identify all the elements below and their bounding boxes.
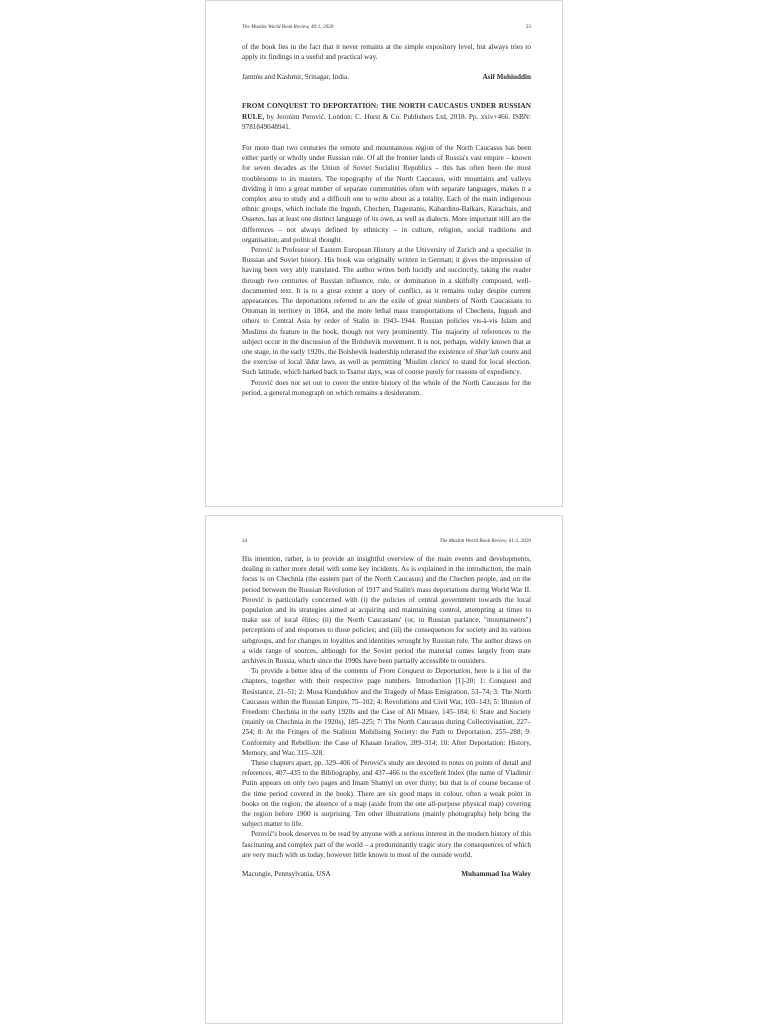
page-23 — [205, 0, 563, 507]
running-head — [242, 24, 531, 30]
review-paragraph-4: His intention, rather, is to provide an insightful overview of the main events and developments, dealing in rather more detail with some key incidents. As is explained in the introduction, the main focus is on Chechnia (the eastern part of the North Caucasus) and the Chechen people, and on the period between the Russian Revolution of 1917 and Stalin's mass deportations during World War II. Perović is particularly concerned with (i) the policies of central government towards the local population and its strategies aimed at acquiring and maintaining control, attempting at times to make use of local élites; (ii) the North Caucasians' (or, in Russian parlance, "mountaineers") perceptions of and responses to those policies; and (iii) the consequences for society and its various subgroups, and for changes in loyalties and identities wrought by Russian rule. The author draws on a wide range of sources, although for the Soviet period the material comes largely from state archives in Russia, which since the 1990s have been partially accessible to outsiders. — [242, 555, 531, 666]
review-paragraph-2 — [242, 245, 531, 378]
review-heading — [242, 101, 531, 132]
paragraph-text: To provide a better idea of the contents of — [251, 667, 380, 676]
page-24 — [205, 515, 563, 1024]
previous-review-signature — [242, 72, 531, 82]
paragraph-text: laws, as well as permitting 'Muslim clerics' to stand for local election. Such latitude, which harked back to Tsarist days, was of course purely for reasons of expediency. — [242, 358, 531, 377]
paragraph-text: , here is a list of the chapters, together with their respective page numbers. Introduction [1]-20; 1: Conquest and Resistance, 21–51; 2: Musa Kundukhov and the Tragedy of Mass Emigration, 53–74; 3: The North Caucasus within the Russian Empire, 75–102; 4: Revolutions and Civil War, 103–143; 5: Illusion of Freedom: Chechnia in the early 1920s and the Case of Ali Mitaev, 145–184; 6: State and Society (mainly on Chechnia in the 1920s), 185–225; 7: The North Caucasus during Collectivisation, 227–254; 8: At the Fringes of the Stalinist Mobilising Society: the Path to Deportation, 255–288; 9: Conformity and Rebellion: the Case of Khasan Israilov, 289–314; 10: After Deportation: History, Memory, and War, 315–328. — [242, 667, 531, 757]
italic-book-title: From Conquest to Deportation — [379, 667, 471, 676]
paragraph-text: courts and the exercise of local — [242, 348, 532, 367]
review-paragraph-5 — [242, 666, 531, 758]
review-paragraph-6: These chapters apart, pp. 329–406 of Perović's study are devoted to notes on points of detail and references, 407–435 to the Bibliography, and 437–466 to the excellent Index (the name of Vladimir Putin appears on only two pages and Imam Shamyl on over thirty; but that is of course because of the time period covered in the book). There are six good maps in colour, often a weak point in books on the region; the absence of a map (aside from the one all-purpose physical map) covering the region before 1900 is surprising. Ten other illustrations (mainly photographs) help bring the subject matter to life. — [242, 759, 531, 829]
running-head — [242, 538, 531, 544]
book-title: FROM CONQUEST TO DEPORTATION: THE NORTH CAUCASUS UNDER RUSSIAN RULE, — [242, 102, 531, 121]
italic-term: 'ādat — [304, 358, 320, 367]
review-signature — [242, 869, 531, 879]
page-23-body — [242, 42, 531, 398]
page-24-body — [242, 554, 531, 879]
book-bibliography: by Jeronim Perović. London: C. Hurst & Co. Publishers Ltd, 2018. Pp. xxiv+466. ISBN: 9781849048941. — [242, 112, 531, 131]
reviewer-name: Asif Mohiuddin — [482, 73, 531, 82]
reviewer-location: Jammu and Kashmir, Srinagar, India. — [242, 73, 350, 82]
review-paragraph-7: Perović's book deserves to be read by anyone with a serious interest in the modern history of this fascinating and complex part of the world – a predominantly tragic story the consequences of which are very much with us today, however little known to most of the outside world. — [242, 830, 531, 859]
journal-title: The Muslim World Book Review, 40:1, 2020 — [242, 24, 334, 30]
reviewer-name: Muhammad Isa Waley — [461, 870, 531, 879]
page-number: 23 — [525, 24, 531, 30]
review-paragraph-3: Perović does not set out to cover the entire history of the whole of the North Caucasus for the period, a general monograph on which remains a desideratum. — [242, 378, 531, 397]
reviewer-location: Macungie, Pennsylvania, USA — [242, 870, 331, 879]
page-number: 24 — [242, 538, 248, 544]
review-paragraph-1: For more than two centuries the remote and mountainous region of the North Caucasus has been either partly or wholly under Russian rule. Of all the frontier lands of Russia's vast empire – known for seven decades as the Union of Soviet Socialist Republics – this has often been the most troublesome to its masters. The topography of the North Caucasus, with mountains and valleys dividing it into a great number of separate communities often with separate languages, makes it a complex area to study and a difficult one to write about as a totality. Each of the main indigenous ethnic groups, which include the Ingush, Chechen, Dagestanis, Kabardino-Balkars, Karachais, and Ossetes, has at least one distinct language of its own, as well as dialects. More important still are the differences – not always defined by ethnicity – in culture, religion, social traditions and organisation, and political thought. — [242, 144, 531, 244]
paragraph-text: Perović is Professor of Eastern European History at the University of Zurich and a specialist in Russian and Soviet history. His book was originally written in German; it gives the impression of having been very ably translated. The author writes both lucidly and succinctly, taking the reader through two centuries of Russian influence, rule, or domination in a skilfully composed, well-documented text. It is to a great extent a story of conflict, as it remains today despite current appearances. The deportations referred to are the exile of great numbers of North Caucasians to Ottoman in territory in 1864, and the more lethal mass transportations of Chechens, Ingush and others to Central Asia by order of Stalin in 1943–1944. Russian policies vis-à-vis Islam and Muslims do feature in the book, though not very prominently. The majority of references to the subject occur in the discussion of the Bolshevik movement. It is not, perhaps, widely known that at one stage, in the early 1920s, the Bolshevik leadership tolerated the existence of — [242, 246, 531, 357]
italic-term: Shar'iah — [475, 348, 500, 357]
carryover-paragraph: of the book lies in the fact that it never remains at the simple expository level, but always tries to apply its findings in a useful and practical way. — [242, 43, 531, 62]
journal-title: The Muslim World Book Review, 41:2, 2020 — [439, 538, 531, 544]
